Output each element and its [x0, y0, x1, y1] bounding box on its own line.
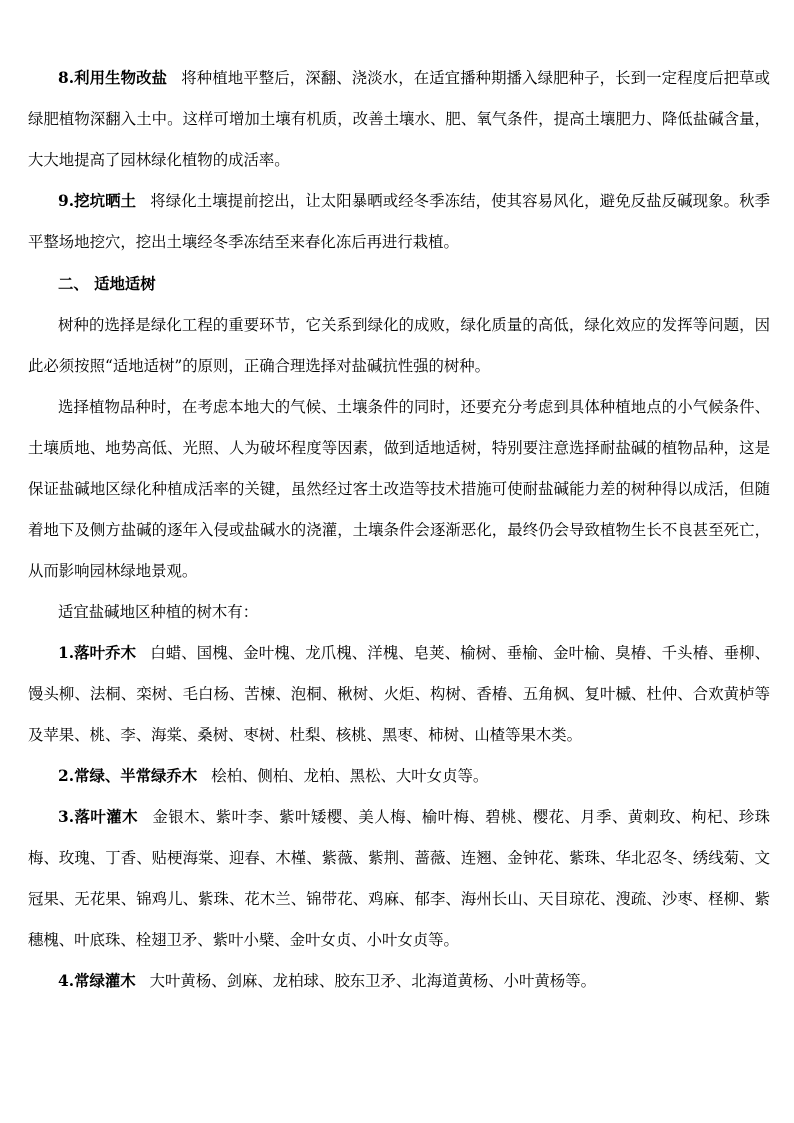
- list-item-4-text: 大叶黄杨、剑麻、龙柏球、胶东卫矛、北海道黄杨、小叶黄杨等。: [149, 972, 596, 990]
- document-page: [28, 58, 770, 1002]
- paragraph-plant-selection: 选择植物品种时，在考虑本地大的气候、土壤条件的同时，还要充分考虑到具体种植地点的小气候条件、土壤质地、地势高低、光照、人为破坏程度等因素，做到适地适树，特别要注意选择耐盐碱的植物品种，这是保证盐碱地区绿化种植成活率的关键，虽然经过客土改造等技术措施可使耐盐碱能力差的树种得以成活，但随着地下及侧方盐碱的逐年入侵或盐碱水的浇灌，土壤条件会逐渐恶化，最终仍会导致植物生长不良甚至死亡，从而影响园林绿地景观。: [28, 398, 770, 580]
- paragraph-8: [28, 58, 770, 181]
- list-item-deciduous-trees: [28, 633, 770, 756]
- list-item-1-text: 白蜡、国槐、金叶槐、龙爪槐、洋槐、皂荚、榆树、垂榆、金叶榆、臭椿、千头椿、垂柳、馒头柳、法桐、栾树、毛白杨、苦楝、泡桐、楸树、火炬、构树、香椿、五角枫、复叶槭、杜仲、合欢黄栌等及苹果、桃、李、海棠、桑树、枣树、杜梨、核桃、黑枣、柿树、山楂等果木类。: [28, 644, 770, 744]
- paragraph-8-heading: 8.利用生物改盐: [58, 69, 168, 87]
- paragraph-tree-selection: 树种的选择是绿化工程的重要环节，它关系到绿化的成败，绿化质量的高低，绿化效应的发挥等问题，因此必须按照“适地适树”的原则，正确合理选择对盐碱抗性强的树种。: [28, 316, 770, 375]
- list-item-2-heading: 2.常绿、半常绿乔木: [58, 767, 198, 785]
- list-item-deciduous-shrubs: [28, 797, 770, 961]
- section-heading-2: 二、 适地适树: [58, 275, 156, 293]
- paragraph-8-text: 将种植地平整后，深翻、浇淡水，在适宜播种期播入绿肥种子，长到一定程度后把草或绿肥植物深翻入土中。这样可增加土壤有机质，改善土壤水、肥、氧气条件，提高土壤肥力、降低盐碱含量，大大地提高了园林绿化植物的成活率。: [28, 69, 770, 169]
- paragraph-list-intro: 适宜盐碱地区种植的树木有：: [58, 603, 259, 621]
- paragraph-9-heading: 9.挖坑晒土: [58, 192, 137, 210]
- list-item-3-text: 金银木、紫叶李、紫叶矮樱、美人梅、榆叶梅、碧桃、樱花、月季、黄刺玫、枸杞、珍珠梅、玫瑰、丁香、贴梗海棠、迎春、木槿、紫薇、紫荆、蔷薇、连翘、金钟花、紫珠、华北忍冬、绣线菊、文冠果、无花果、锦鸡儿、紫珠、花木兰、锦带花、鸡麻、郁李、海州长山、天目琼花、溲疏、沙枣、柽柳、紫穗槐、叶底珠、栓翅卫矛、紫叶小檗、金叶女贞、小叶女贞等。: [28, 808, 770, 949]
- list-item-evergreen-shrubs: [28, 961, 770, 1002]
- list-item-evergreen-trees: [28, 756, 770, 797]
- list-item-2-text: 桧柏、侧柏、龙柏、黑松、大叶女贞等。: [211, 767, 489, 785]
- paragraph-9-text: 将绿化土壤提前挖出，让太阳暴晒或经冬季冻结，使其容易风化，避免反盐反碱现象。秋季平整场地挖穴，挖出土壤经冬季冻结至来春化冻后再进行栽植。: [28, 192, 770, 251]
- paragraph-9: [28, 181, 770, 263]
- list-item-3-heading: 3.落叶灌木: [58, 808, 138, 826]
- list-item-1-heading: 1.落叶乔木: [58, 644, 137, 662]
- list-item-4-heading: 4.常绿灌木: [58, 972, 136, 990]
